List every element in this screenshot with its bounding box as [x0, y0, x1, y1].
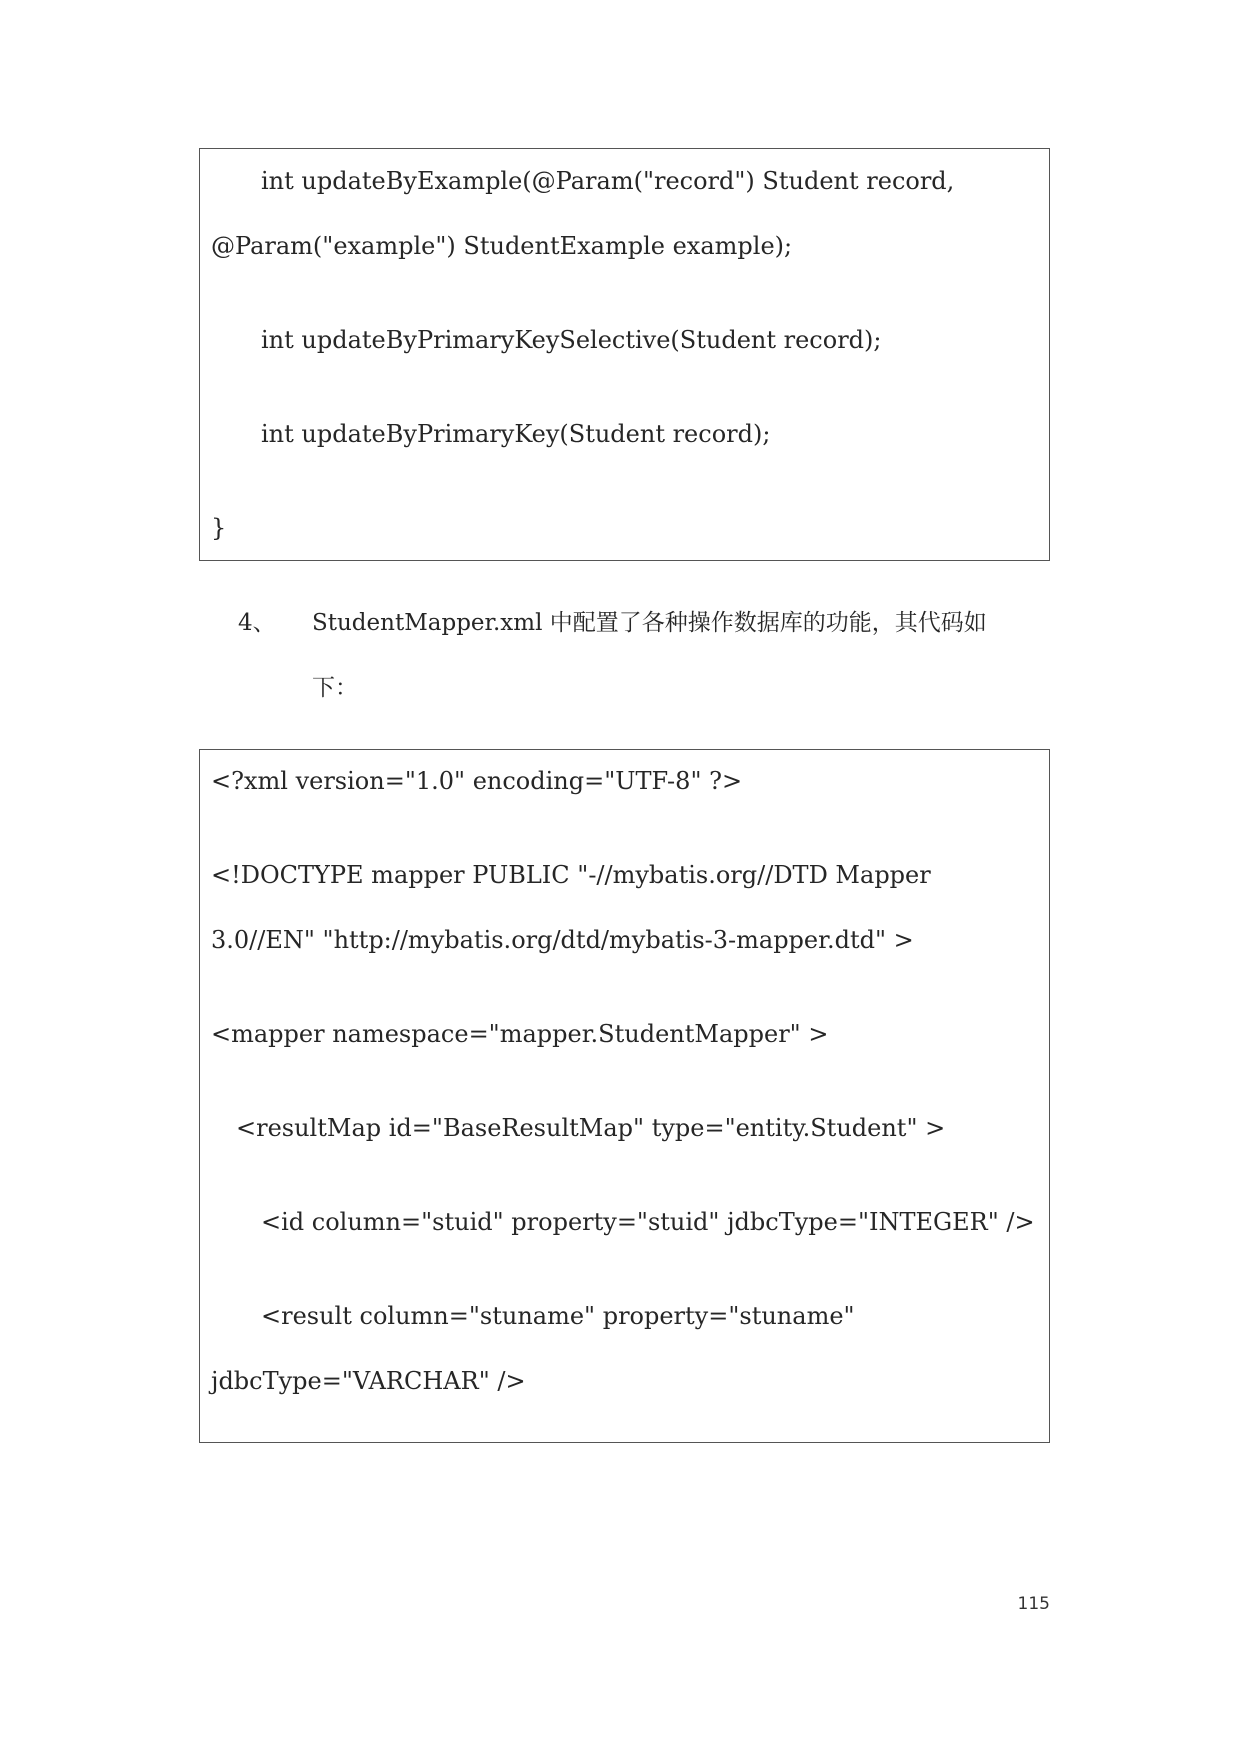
- code-line: <resultMap id="BaseResultMap" type="entity.Student" >: [236, 1114, 946, 1142]
- code-line: <!DOCTYPE mapper PUBLIC "-//mybatis.org//DTD Mapper: [211, 861, 931, 889]
- code-line: int updateByPrimaryKey(Student record);: [261, 420, 771, 448]
- code-line: <result column="stuname" property="stuname": [261, 1302, 855, 1330]
- code-line: <id column="stuid" property="stuid" jdbcType="INTEGER" />: [261, 1208, 1035, 1236]
- list-item-text-line-1: StudentMapper.xml 中配置了各种操作数据库的功能，其代码如: [312, 610, 987, 636]
- code-line: <?xml version="1.0" encoding="UTF-8" ?>: [211, 767, 743, 795]
- page-number: 115: [1017, 1594, 1050, 1614]
- code-line: }: [211, 514, 227, 542]
- list-item-text-line-2: 下：: [312, 675, 358, 701]
- code-line: int updateByExample(@Param("record") Student record,: [261, 167, 955, 195]
- code-line: 3.0//EN" "http://mybatis.org/dtd/mybatis-3-mapper.dtd" >: [211, 926, 914, 954]
- code-line: @Param("example") StudentExample example);: [211, 232, 793, 260]
- code-block-2: [199, 749, 1050, 1443]
- code-line: <mapper namespace="mapper.StudentMapper" >: [211, 1020, 829, 1048]
- code-line: jdbcType="VARCHAR" />: [211, 1367, 526, 1395]
- list-item-number: 4、: [238, 610, 276, 636]
- code-block-1: [199, 148, 1050, 561]
- code-line: int updateByPrimaryKeySelective(Student record);: [261, 326, 882, 354]
